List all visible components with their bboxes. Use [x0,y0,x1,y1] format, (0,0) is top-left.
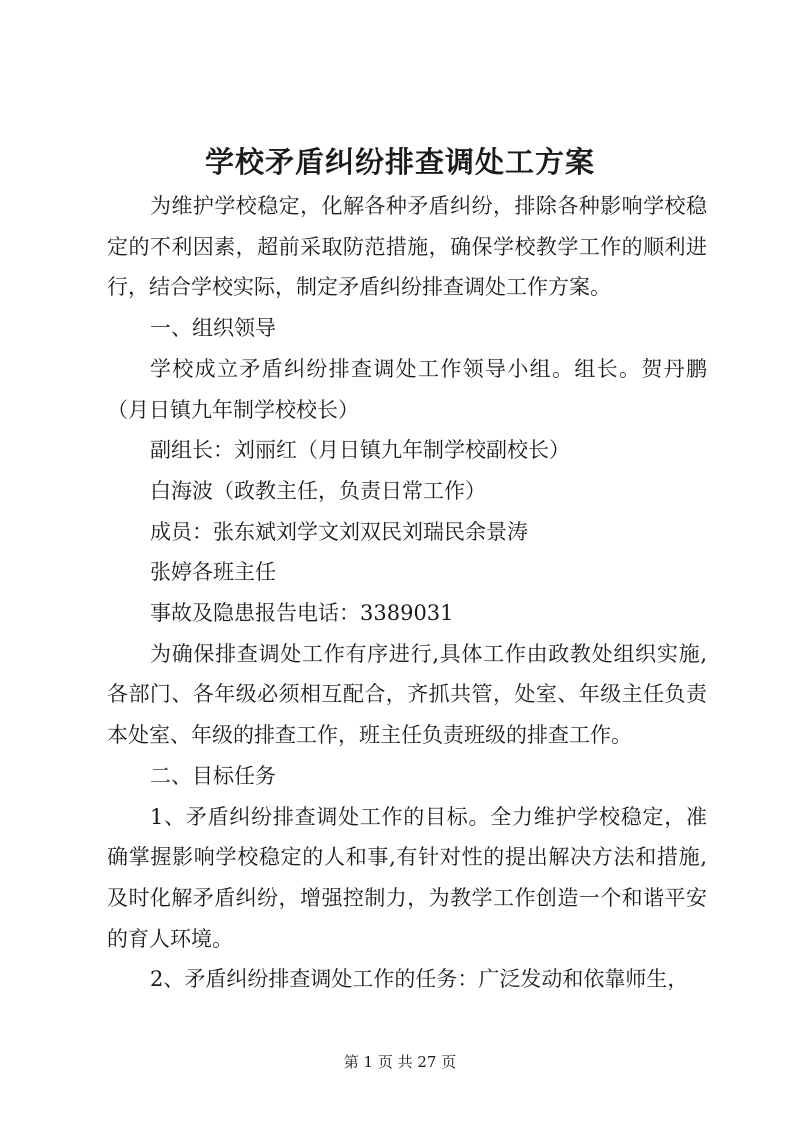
paragraph-members-cont: 张婷各班主任 [150,560,276,585]
paragraph-goal-2: 2、矛盾纠纷排查调处工作的任务：广泛发动和依靠师生， [150,967,689,992]
paragraph-leader: 学校成立矛盾纠纷排查调处工作领导小组。组长。贺丹鹏（月日镇九年制学校校长） [107,356,707,422]
paragraph-goal-1: 1、矛盾纠纷排查调处工作的目标。全力维护学校稳定，准确掌握影响学校稳定的人和事,有针对性的提出解决方法和措施,及时化解矛盾纠纷，增强控制力，为教学工作创造一个和谐平安的育人环境。 [107,804,707,951]
document-body [107,186,707,1000]
document-title: 学校矛盾纠纷排查调处工方案 [204,145,595,179]
paragraph-phone: 事故及隐患报告电话：3389031 [150,601,454,626]
paragraph-implementation: 为确保排查调处工作有序进行,具体工作由政教处组织实施,各部门、各年级必须相互配合，齐抓共管，处室、年级主任负责本处室、年级的排查工作，班主任负责班级的排查工作。 [107,641,707,748]
paragraph-daily-work: 白海波（政教主任，负责日常工作） [150,478,486,503]
section-heading-goals: 二、目标任务 [150,763,276,788]
page-footer: 第 1 页 共 27 页 [343,1053,457,1071]
paragraph-members: 成员：张东斌刘学文刘双民刘瑞民余景涛 [150,519,528,544]
paragraph-deputy-leader: 副组长：刘丽红（月日镇九年制学校副校长） [150,438,570,463]
paragraph-intro: 为维护学校稳定，化解各种矛盾纠纷，排除各种影响学校稳定的不利因素，超前采取防范措施，确保学校教学工作的顺利进行，结合学校实际，制定矛盾纠纷排查调处工作方案。 [107,194,707,300]
section-heading-organization: 一、组织领导 [150,316,276,341]
